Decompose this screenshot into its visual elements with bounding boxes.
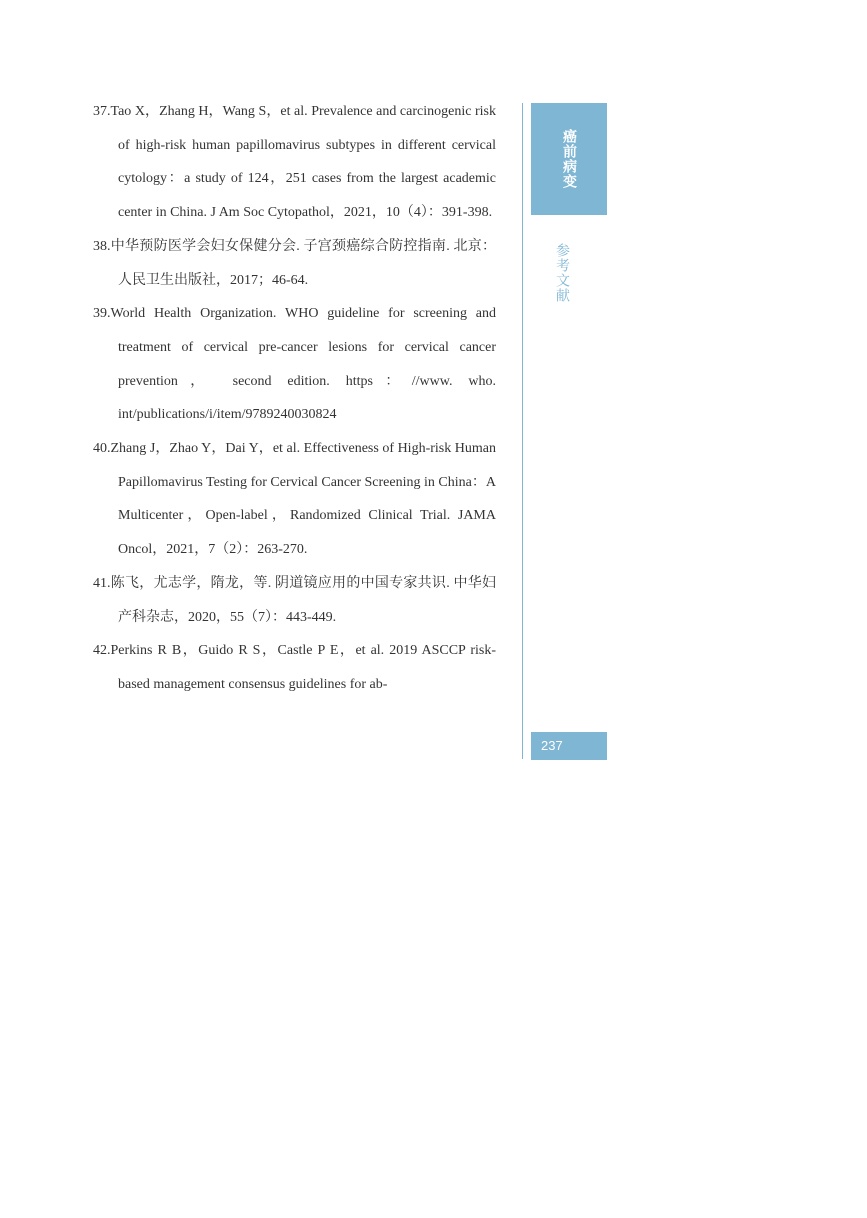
reference-item-40 (93, 432, 496, 567)
reference-text: Tao X，Zhang H，Wang S，et al. Prevalence and carcinogenic risk of high-risk human papillomavirus subtypes in different cervical cytology：a study of 124，251 cases from the largest academic center in China. J Am Soc Cytopathol，2021，10（4）：391-398. (110, 104, 496, 221)
reference-item-37 (93, 95, 496, 230)
reference-number: 42. (93, 643, 111, 659)
reference-number: 38. (93, 238, 111, 254)
reference-text: Perkins R B，Guido R S，Castle P E，et al. 2019 ASCCP risk-based management consensus guidelines for ab- (110, 643, 496, 692)
margin-divider (522, 103, 523, 759)
reference-text: 陈飞，尤志学，隋龙，等. 阴道镜应用的中国专家共识. 中华妇产科杂志，2020，55（7）：443-449. (110, 575, 496, 625)
reference-item-39 (93, 297, 496, 432)
reference-text: Zhang J，Zhao Y，Dai Y，et al. Effectiveness of High-risk Human Papillomavirus Testing for Cervical Cancer Screening in China：A Multicenter，Open-label，Randomized Clinical Trial. JAMA Oncol，2021，7（2）：263-270. (110, 441, 496, 558)
reference-item-42 (93, 634, 496, 701)
section-label: 参考文献 (554, 243, 570, 303)
reference-item-41 (93, 567, 496, 634)
reference-list (93, 95, 496, 702)
page-number: 237 (531, 732, 607, 760)
reference-text: World Health Organization. WHO guideline for screening and treatment of cervical pre-cancer lesions for cervical cancer prevention， second edition. https：//www. who. int/publications/i/item/9789240030824 (110, 306, 496, 423)
reference-number: 39. (93, 306, 111, 322)
chapter-tab (531, 103, 607, 215)
reference-number: 41. (93, 575, 111, 591)
reference-number: 37. (93, 104, 111, 119)
reference-item-38 (93, 230, 496, 297)
reference-number: 40. (93, 441, 111, 457)
chapter-title: 癌前病变 (561, 129, 577, 189)
reference-text: 中华预防医学会妇女保健分会. 子宫颈癌综合防控指南. 北京：人民卫生出版社，2017；46-64. (110, 238, 496, 288)
